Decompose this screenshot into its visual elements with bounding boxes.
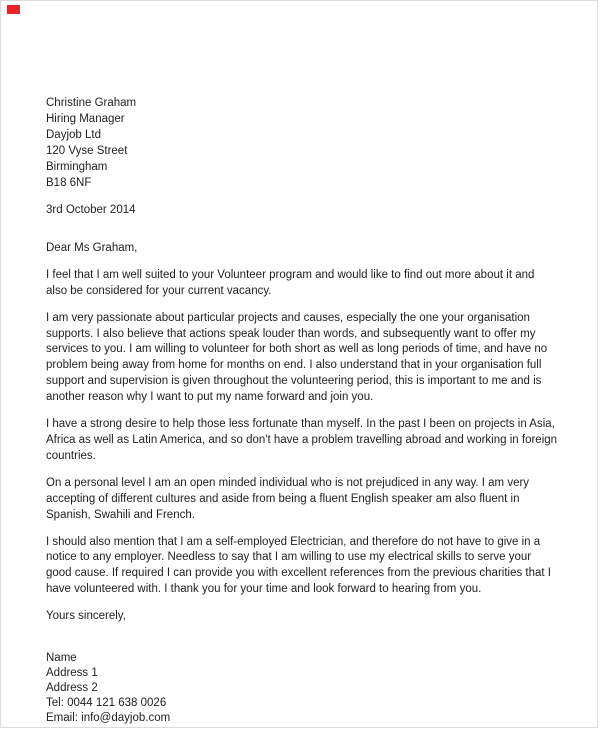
- closing: Yours sincerely,: [46, 610, 126, 623]
- letter-date: 3rd October 2014: [46, 204, 136, 216]
- recipient-postcode: B18 6NF: [46, 177, 92, 189]
- body-paragraph-4: On a personal level I am an open minded individual who is not prejudiced in any way. I am very accepting of different cultures and aside from being a fluent English speaker am also fluent in Spanish, Swahili and French.: [46, 476, 530, 521]
- signature-name: Name: [46, 652, 77, 665]
- recipient-company: Dayjob Ltd: [46, 129, 101, 141]
- signature-tel: Tel: 0044 121 638 0026: [46, 697, 167, 710]
- body-paragraph-5: I should also mention that I am a self-employed Electrician, and therefore do not have to give in a notice to any employer. Needless to say that I am willing to use my electrical skills to serve your good cause. If required I can provide you with excellent references from the previous charities that I have volunteered with. I thank you for your time and look forward to hearing from you.: [46, 535, 551, 596]
- signature-email: Email: info@dayjob.com: [46, 712, 171, 725]
- letter-body: [46, 95, 558, 726]
- recipient-street: 120 Vyse Street: [46, 145, 128, 157]
- signature-block: [46, 651, 558, 726]
- red-corner-marker-icon: [7, 5, 20, 14]
- recipient-address-block: [46, 95, 558, 191]
- salutation: Dear Ms Graham,: [46, 241, 138, 254]
- recipient-name: Christine Graham: [46, 97, 137, 109]
- recipient-title: Hiring Manager: [46, 113, 125, 125]
- body-paragraph-1: I feel that I am well suited to your Volunteer program and would like to find out more about it and also be considered for your current vacancy.: [46, 268, 535, 297]
- body-paragraph-2: I am very passionate about particular projects and causes, especially the one your organisation supports. I also believe that actions speak louder than words, and subsequently want to offer my services to you. I am willing to volunteer for both short as well as long periods of time, and have no problem being away from home for months on end. I also understand that in your organisation full support and supervision is given throughout the volunteering period, this is important to me and is another reason why I want to put my name forward and join you.: [46, 311, 548, 404]
- signature-address-1: Address 1: [46, 667, 98, 680]
- recipient-city: Birmingham: [46, 161, 108, 173]
- signature-address-2: Address 2: [46, 682, 98, 695]
- body-paragraph-3: I have a strong desire to help those less fortunate than myself. In the past I been on projects in Asia, Africa as well as Latin America, and so don't have a problem travelling abroad and working in foreign countries.: [46, 418, 558, 462]
